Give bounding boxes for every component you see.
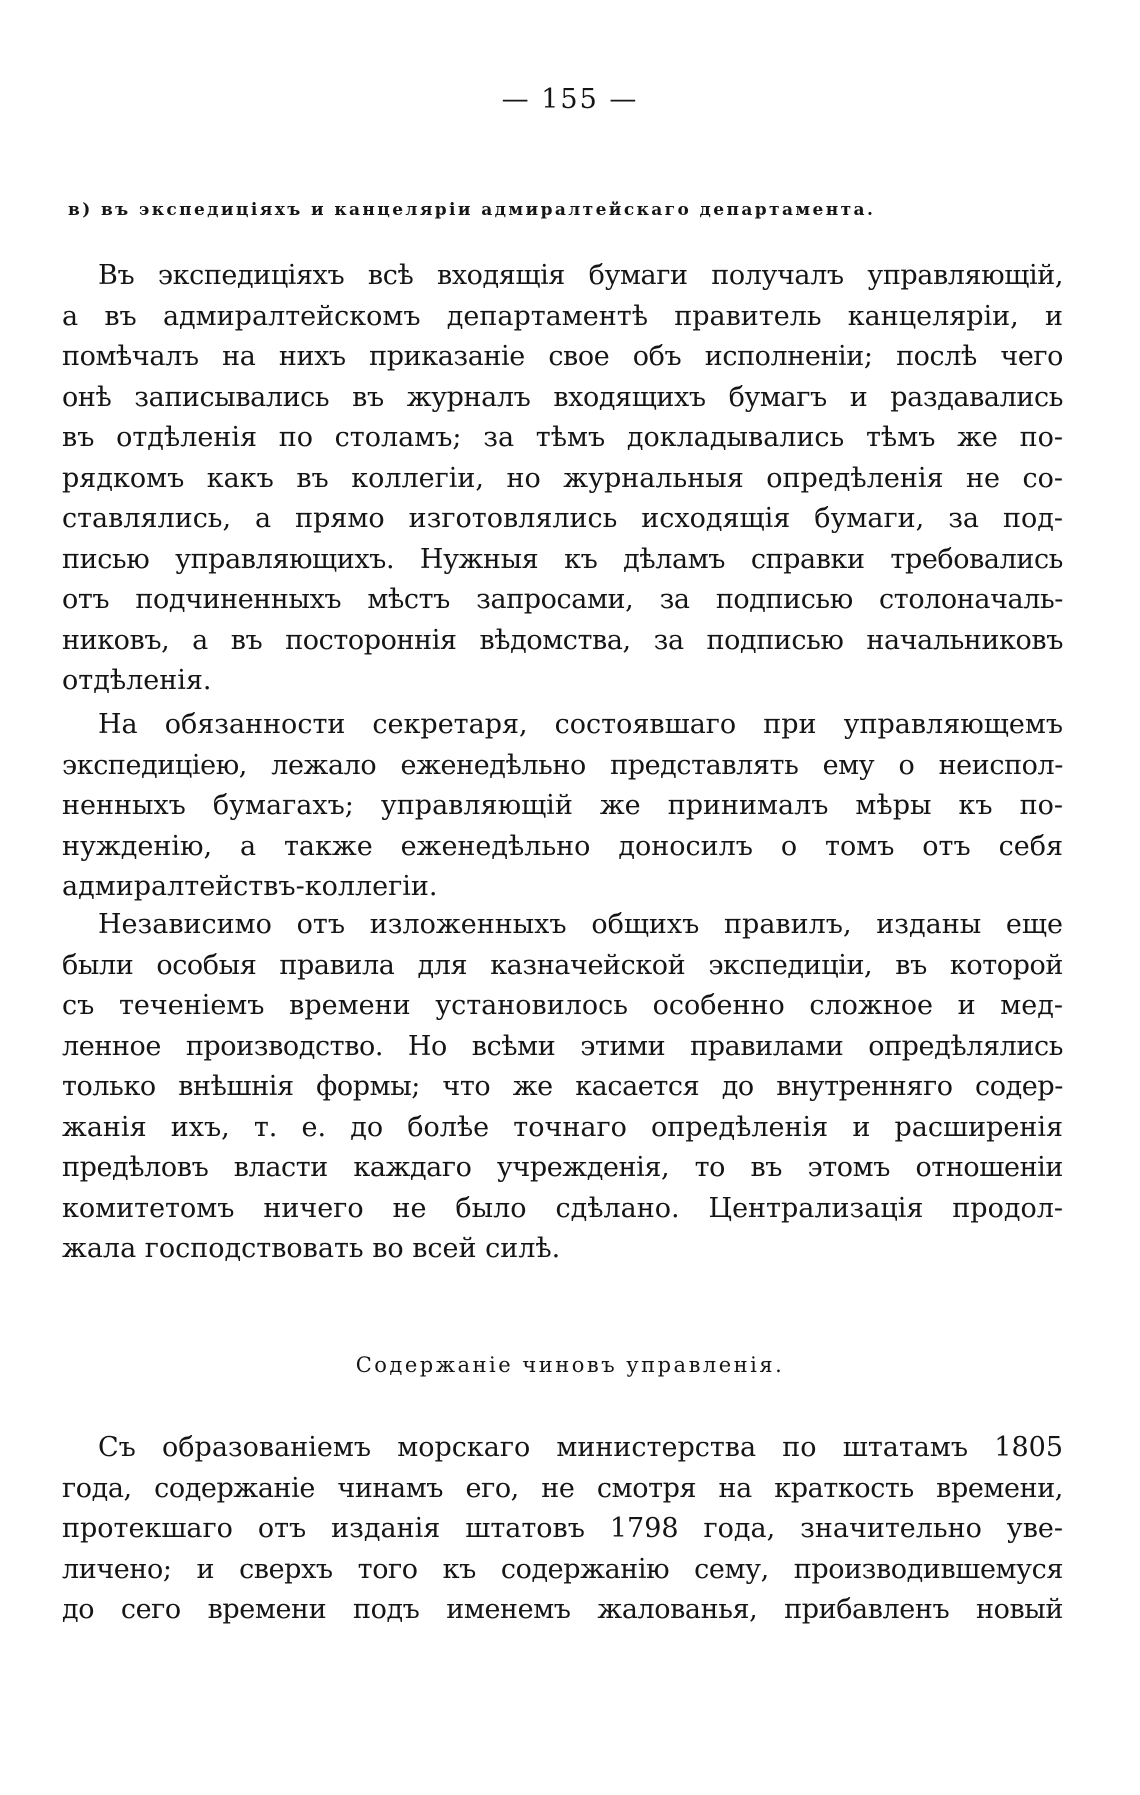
text-line: ленное производство. Но всѣми этими правилами опредѣлялись xyxy=(62,1030,1063,1062)
text-line: а въ адмиралтейскомъ департаментѣ правитель канцелярiи, и xyxy=(62,300,1063,332)
text-line: съ теченiемъ времени установилось особенно сложное и мед- xyxy=(62,990,1063,1021)
text-line: Въ экспедицiяхъ всѣ входящiя бумаги получалъ управляющiй, xyxy=(98,260,1063,291)
text-line: помѣчалъ на нихъ приказанiе свое объ исполненiи; послѣ чего xyxy=(62,341,1063,372)
paragraph-3 xyxy=(62,905,1063,1270)
section-heading: в) въ экспедицiяхъ и канцелярiи адмиралтейскаго департамента. xyxy=(68,200,876,220)
text-line: жанiя ихъ, т. е. до болѣе точнаго опредѣленiя и расширенiя xyxy=(62,1111,1063,1143)
paragraph-1 xyxy=(62,256,1063,702)
text-line: въ отдѣленiя по столамъ; за тѣмъ докладывались тѣмъ же по- xyxy=(62,422,1063,453)
subheading: Содержанiе чиновъ управленiя. xyxy=(355,1353,785,1377)
paragraph-2 xyxy=(62,705,1063,908)
text-line: рядкомъ какъ въ коллегiи, но журнальныя опредѣленiя не со- xyxy=(62,462,1063,494)
text-line: отъ подчиненныхъ мѣстъ запросами, за подписью столоначаль- xyxy=(62,584,1063,615)
text-line: комитетомъ ничего не было сдѣлано. Централизацiя продол- xyxy=(62,1192,1063,1224)
paragraph-4 xyxy=(62,1428,1063,1631)
text-line: предѣловъ власти каждаго учрежденiя, то въ этомъ отношенiи xyxy=(62,1152,1063,1183)
text-line: Независимо отъ изложенныхъ общихъ правилъ, изданы еще xyxy=(98,909,1063,940)
text-line: писью управляющихъ. Нужныя къ дѣламъ справки требовались xyxy=(62,543,1063,575)
text-line: экспедицiею, лежало еженедѣльно представлять ему о неиспол- xyxy=(62,749,1063,781)
text-line: года, содержанiе чинамъ его, не смотря на краткость времени, xyxy=(62,1472,1063,1504)
text-line: адмиралтействъ-коллегiи. xyxy=(62,871,438,902)
text-line: На обязанности секретаря, состоявшаго при управляющемъ xyxy=(98,709,1063,740)
page-number: — 155 — xyxy=(501,84,639,115)
text-line: протекшаго отъ изданiя штатовъ 1798 года, значительно уве- xyxy=(62,1513,1063,1544)
text-line: онѣ записывались въ журналъ входящихъ бумагъ и раздавались xyxy=(62,381,1063,413)
text-line: жала господствовать во всей силѣ. xyxy=(62,1233,561,1264)
text-line: были особыя правила для казначейской экспедицiи, въ которой xyxy=(62,949,1063,981)
text-line: личено; и сверхъ того къ содержанiю сему, производившемуся xyxy=(62,1553,1063,1585)
text-line: отдѣленiя. xyxy=(62,665,212,696)
text-line: до сего времени подъ именемъ жалованья, прибавленъ новый xyxy=(62,1594,1063,1625)
text-line: ставлялись, а прямо изготовлялись исходящiя бумаги, за под- xyxy=(62,503,1063,534)
text-line: никовъ, а въ постороннiя вѣдомства, за подписью начальниковъ xyxy=(62,624,1063,656)
text-line: ненныхъ бумагахъ; управляющiй же принималъ мѣры къ по- xyxy=(62,790,1063,821)
text-line: только внѣшнiя формы; что же касается до внутренняго содер- xyxy=(62,1071,1063,1102)
text-line: нужденiю, а также еженедѣльно доносилъ о томъ отъ себя xyxy=(62,830,1063,862)
text-line: Съ образованiемъ морскаго министерства по штатамъ 1805 xyxy=(98,1432,1063,1463)
